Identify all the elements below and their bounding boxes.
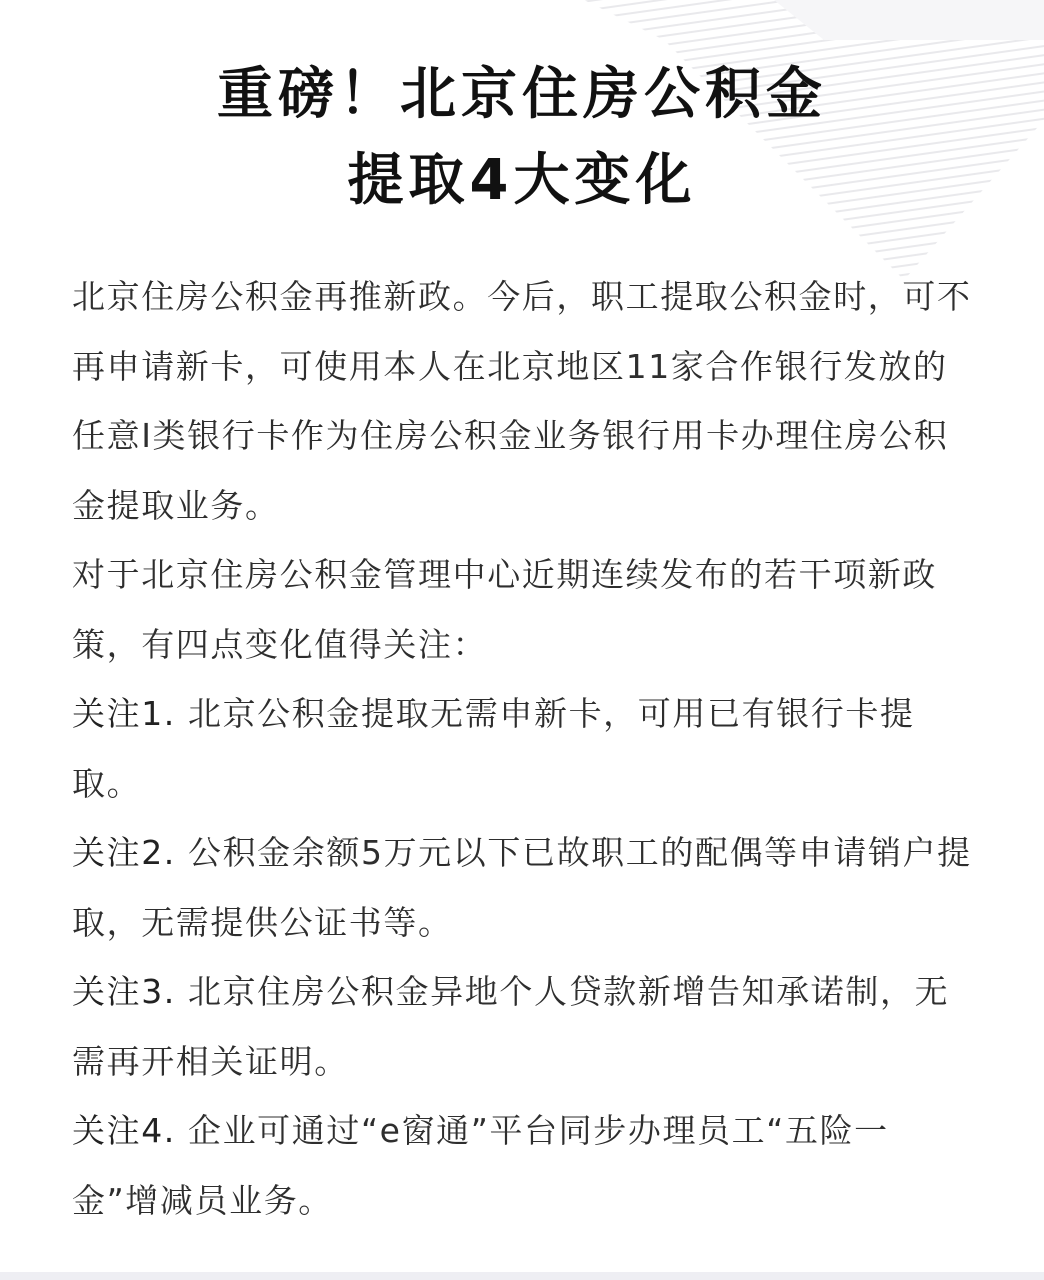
focus-point-label: 关注4. — [72, 1111, 176, 1150]
focus-point-label: 关注3. — [72, 972, 176, 1011]
focus-point-text: 企业可通过“e窗通”平台同步办理员工“五险一金”增减员业务。 — [72, 1111, 889, 1220]
title-line-1: 重磅！北京住房公积金 — [217, 62, 827, 127]
focus-point-text: 北京公积金提取无需申新卡，可用已有银行卡提取。 — [72, 694, 915, 803]
focus-point-3 — [72, 957, 972, 1096]
title-line-2: 提取4大变化 — [347, 148, 697, 213]
article-body — [72, 262, 972, 1235]
intro-paragraph: 北京住房公积金再推新政。今后，职工提取公积金时，可不再申请新卡，可使用本人在北京地区11家合作银行发放的任意Ⅰ类银行卡作为住房公积金业务银行用卡办理住房公积金提取业务。 — [72, 277, 972, 525]
focus-point-1 — [72, 679, 972, 818]
summary-paragraph: 对于北京住房公积金管理中心近期连续发布的若干项新政策，有四点变化值得关注： — [72, 555, 937, 664]
focus-point-2 — [72, 818, 972, 957]
focus-point-text: 公积金余额5万元以下已故职工的配偶等申请销户提取，无需提供公证书等。 — [72, 833, 972, 942]
page-title — [0, 52, 1044, 224]
focus-point-4 — [72, 1096, 972, 1235]
bottom-band — [0, 1272, 1044, 1280]
focus-point-label: 关注2. — [72, 833, 176, 872]
focus-point-label: 关注1. — [72, 694, 176, 733]
focus-point-text: 北京住房公积金异地个人贷款新增告知承诺制，无需再开相关证明。 — [72, 972, 950, 1081]
